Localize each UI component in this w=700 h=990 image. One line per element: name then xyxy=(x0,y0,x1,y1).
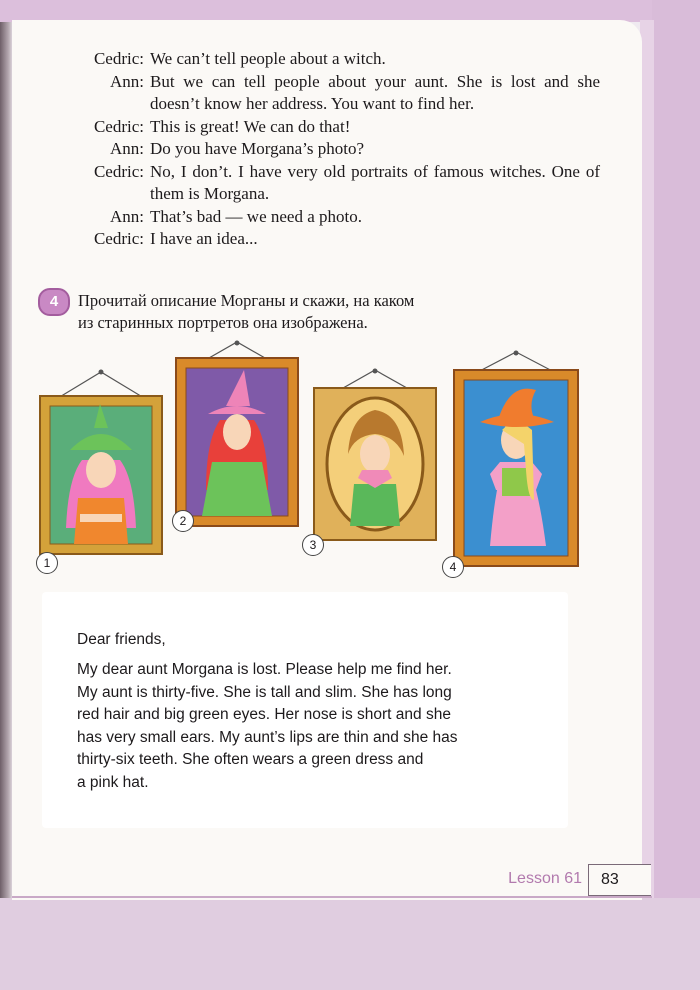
dialogue-line xyxy=(60,71,600,116)
portrait-1 xyxy=(36,368,166,558)
line-text: That’s bad — we need a photo. xyxy=(150,206,362,226)
line-text: But we can tell people about your aunt. She is lost and she doesn’t know her address. You want to find her. xyxy=(150,71,600,113)
portrait-number: 1 xyxy=(36,552,58,574)
portrait-number: 2 xyxy=(172,510,194,532)
speaker: Ann: xyxy=(110,71,144,91)
letter-line: red hair and big green eyes. Her nose is short and she xyxy=(77,706,451,723)
line-text: No, I don’t. I have very old portraits of famous witches. One of them is Morgana. xyxy=(150,161,600,203)
letter-line: My aunt is thirty-five. She is tall and slim. She has long xyxy=(77,683,452,701)
portrait-3 xyxy=(310,366,440,546)
exercise-number-badge: 4 xyxy=(38,288,70,316)
footer-rule xyxy=(12,896,652,898)
line-text: Do you have Morgana’s photo? xyxy=(150,139,365,158)
portrait-number: 3 xyxy=(302,534,324,556)
dialogue-line xyxy=(60,138,600,161)
page-frame-inner xyxy=(640,20,654,900)
page-frame-top xyxy=(0,0,700,22)
letter-line: a pink hat. xyxy=(77,773,149,791)
line-text: This is great! We can do that! xyxy=(150,116,351,136)
page-number: 83 xyxy=(588,864,651,896)
dialogue-line xyxy=(60,116,600,139)
lesson-label: Lesson 61 xyxy=(508,870,582,887)
letter-box xyxy=(42,592,568,828)
dialogue-line xyxy=(60,206,600,229)
portrait-number: 4 xyxy=(442,556,464,578)
letter-body xyxy=(77,659,547,794)
dialogue-line xyxy=(60,228,600,251)
speaker: Ann: xyxy=(110,139,144,158)
portrait-2 xyxy=(172,340,302,530)
page-frame-right xyxy=(652,0,700,990)
letter-line: thirty-six teeth. She often wears a green dress and xyxy=(77,751,424,768)
line-text: I have an idea... xyxy=(150,229,258,248)
letter-line: has very small ears. My aunt’s lips are thin and she has xyxy=(77,728,458,746)
dialogue-line xyxy=(60,161,600,206)
dialogue xyxy=(60,48,600,251)
exercise-instruction xyxy=(78,290,538,334)
letter-greeting: Dear friends, xyxy=(77,631,166,648)
speaker: Cedric: xyxy=(93,229,144,248)
page-frame-bottom xyxy=(0,898,700,990)
instruction-line: из старинных портретов она изображена. xyxy=(78,313,368,332)
speaker: Cedric: xyxy=(93,116,144,136)
speaker: Cedric: xyxy=(93,161,144,181)
dialogue-line xyxy=(60,48,600,71)
speaker: Ann: xyxy=(110,206,144,226)
letter-line: My dear aunt Morgana is lost. Please help me find her. xyxy=(77,661,452,678)
line-text: We can’t tell people about a witch. xyxy=(150,49,386,68)
speaker: Cedric: xyxy=(93,49,144,68)
instruction-line: Прочитай описание Морганы и скажи, на каком xyxy=(78,291,415,310)
portrait-4 xyxy=(450,350,582,570)
